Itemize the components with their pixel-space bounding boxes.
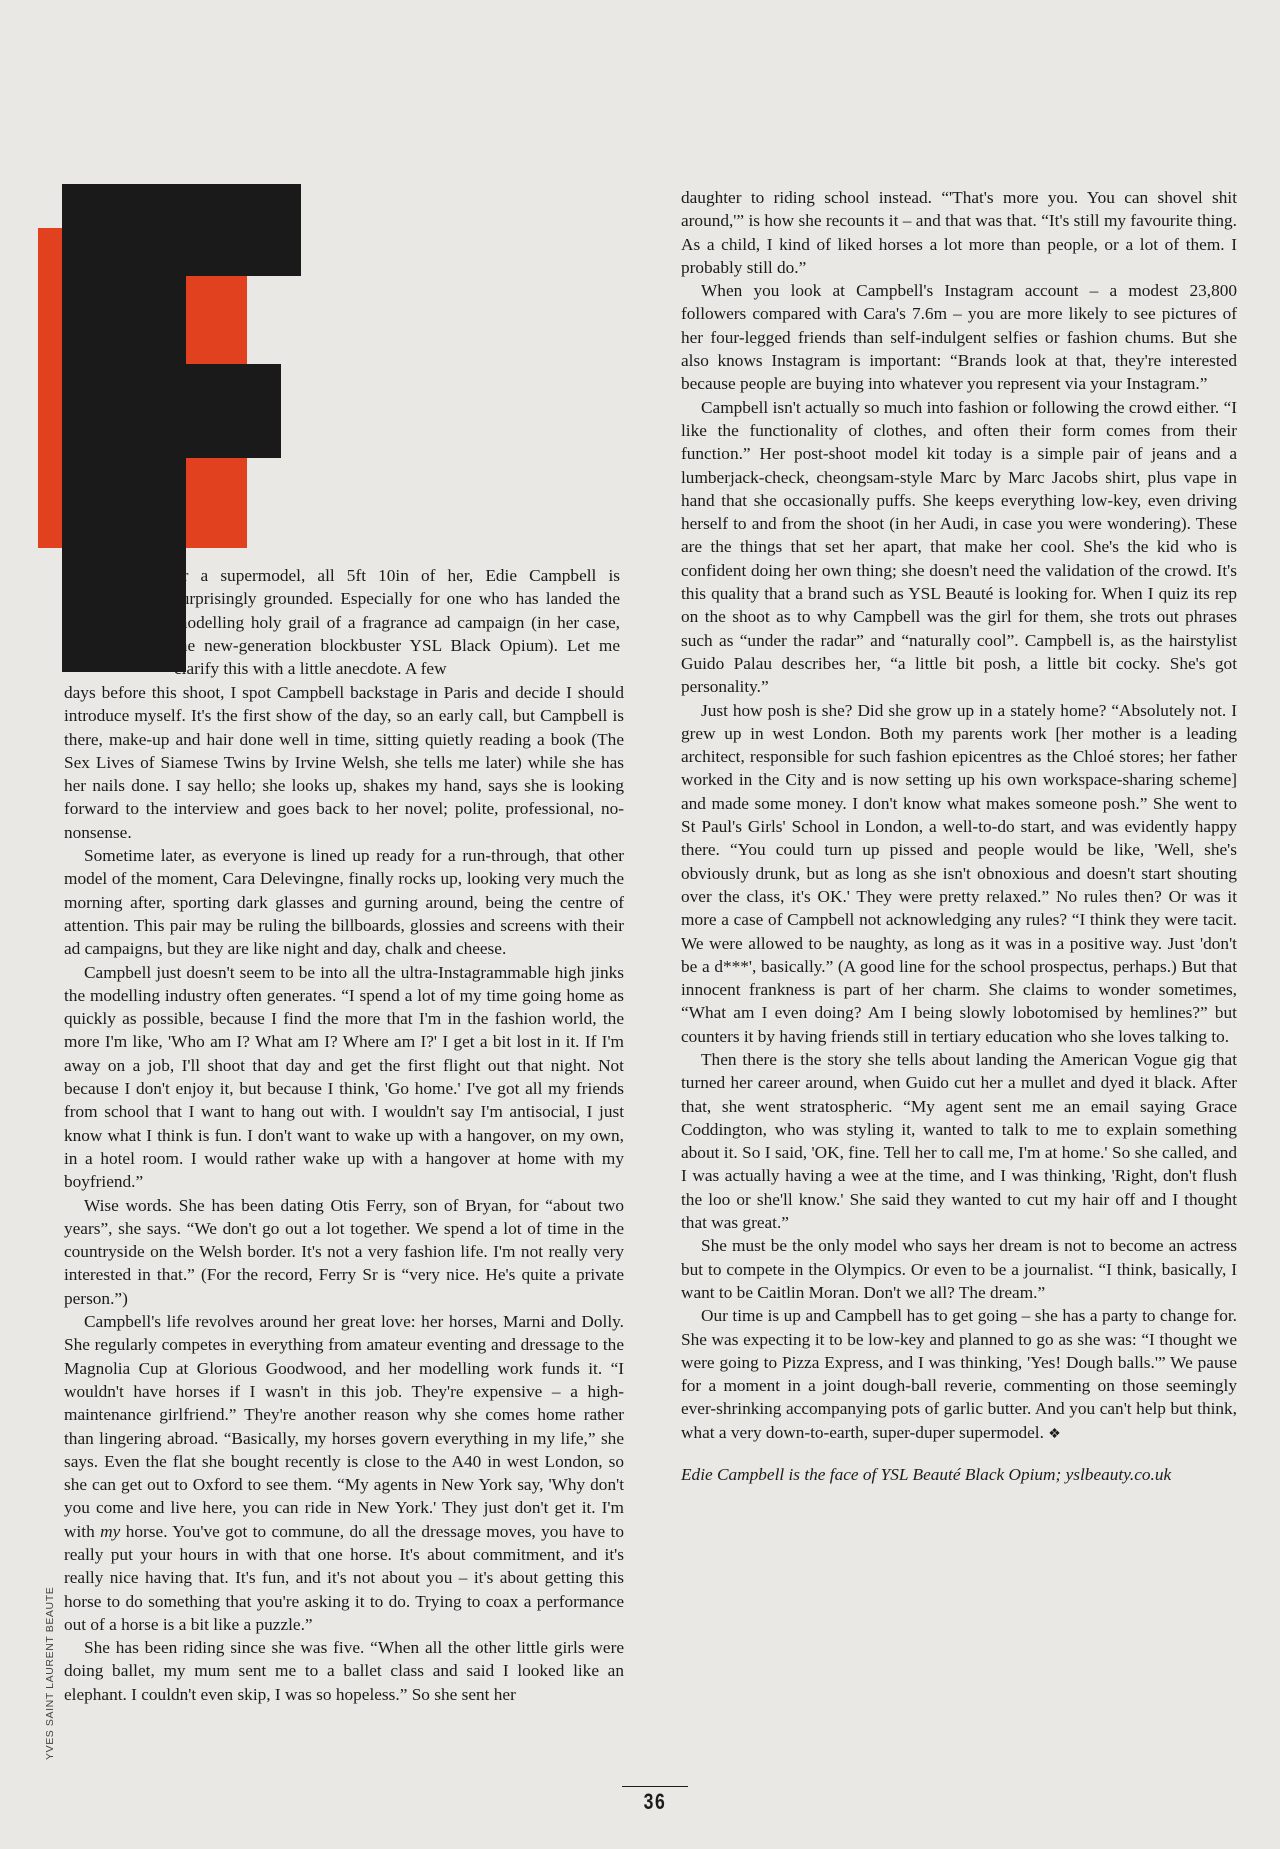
paragraph: She must be the only model who says her dream is not to become an actress but to compete in the Olympics. Or even to be a journalist. “I think, basically, I want to be Caitlin Moran. Don't we all? The dream.” — [681, 1236, 1237, 1302]
paragraph — [64, 1310, 624, 1636]
page-number: 36 — [643, 1789, 667, 1814]
paragraph: Just how posh is she? Did she grow up in a stately home? “Absolutely not. I grew up in west London. Both my parents work [her mother is a leading architect, responsible for such fashion epicentres as the Chloé stores; her father worked in the City and is now setting up his own workspace-sharing scheme] and made some money. I don't know what makes someone posh.” She went to St Paul's Girls' School in London, a well-to-do start, and was evidently happy there. “You could turn up pissed and people would be like, 'Well, she's obviously drunk, but as long as she isn't obnoxious and doesn't start shouting over the class, it's OK.' They were pretty relaxed.” No rules then? Or was it more a case of Campbell not acknowledging any rules? “I think they were tacit. We were allowed to be naughty, as long as it was in a positive way. Just 'don't be a d***', basically.” (A good line for the school prospectus, perhaps.) But that innocent frankness is part of her charm. She claims to wonder sometimes, “What am I even doing? Am I being slowly lobotomised by hemlines?” but counters it by having friends still in tertiary education who she loves talking to. — [681, 700, 1237, 1046]
paragraph: Sometime later, as everyone is lined up ready for a run-through, that other model of the moment, Cara Delevingne, finally rocks up, looking very much the morning after, sporting dark glasses and gurning around, being the centre of attention. This pair may be ruling the billboards, glossies and screens with their ad campaigns, but they are like night and day, chalk and cheese. — [64, 846, 624, 959]
paragraph: daughter to riding school instead. “'That's more you. You can shovel shit around,'” is how she recounts it – and that was that. “It's still my favourite thing. As a child, I kind of liked horses a lot more than people, or a lot of them. I probably still do.” — [681, 188, 1237, 277]
paragraph-text: horse. You've got to commune, do all the dressage moves, you have to really put your hours in with that one horse. It's about commitment, and it's really nice having that. It's fun, and it's not about you – it's about getting this horse to do something that you're asking it to do. Trying to coax a performance out of a horse is a bit like a puzzle.” — [64, 1521, 624, 1634]
paragraph: Campbell just doesn't seem to be into all the ultra-Instagrammable high jinks the modelling industry often generates. “I spend a lot of my time going home as quickly as possible, because I find the more that I'm in the fashion world, the more I'm like, 'Who am I? What am I? Where am I?' I get a bit lost in it. If I'm away on a job, I'll shoot that day and get the first flight out that night. Not because I don't enjoy it, but because I think, 'Go home.' I've got all my friends from school that I want to hang out with. I wouldn't say I'm antisocial, I just know what I think is fun. I don't want to wake up with a hangover, on my own, in a hotel room. I would rather wake up with a hangover at home with my boyfriend.” — [64, 962, 624, 1192]
paragraph-text: Our time is up and Campbell has to get going – she has a party to change for. She was expecting it to be low-key and planned to go as she was: “I thought we were going to Pizza Express, and I was thinking, 'Yes! Dough balls.'” We pause for a moment in a joint dough-ball reverie, commenting on those seemingly ever-shrinking accompanying pots of garlic butter. And you can't help but think, what a very down-to-earth, super-duper supermodel. — [681, 1306, 1237, 1442]
drop-cap-top-arm — [62, 184, 301, 276]
paragraph: Then there is the story she tells about landing the American Vogue gig that turned her career around, when Guido cut her a mullet and dyed it black. After that, she went stratospheric. “My agent sent me an email saying Grace Coddington, who was styling it, wanted to talk to me to explain something about it. So I said, 'OK, fine. Tell her to call me, I'm at home.' So she called, and I was actually having a wee at the time, and I was thinking, 'Right, don't flush the loo or she'll know.' She said they wanted to cut my hair off and I thought that was great.” — [681, 1049, 1237, 1233]
article-column-left — [64, 681, 624, 1706]
paragraph: Campbell isn't actually so much into fashion or following the crowd either. “I like the functionality of clothes, and often their form comes from their function.” Her post-shoot model kit today is a simple pair of jeans and a lumberjack-check, cheongsam-style Marc by Marc Jacobs shirt, plus vape in hand that she occasionally puffs. She keeps everything low-key, even driving herself to and from the shoot (in her Audi, in case you were wondering). These are the things that set her apart, that make her cool. She's the kid who is confident doing her own thing; she doesn't need the validation of the crowd. It's this quality that a brand such as YSL Beauté is looking for. When I quiz its rep on the shoot as to why Campbell was the girl for them, she trots out phrases such as “under the radar” and “naturally cool”. Campbell is, as the hairstylist Guido Palau describes her, “a little bit posh, a little bit cocky. She's got personality.” — [681, 397, 1237, 697]
product-credit: Edie Campbell is the face of YSL Beauté Black Opium; yslbeauty.co.uk — [681, 1465, 1172, 1485]
emphasis-text: my — [100, 1521, 121, 1541]
paragraph: Wise words. She has been dating Otis Ferry, son of Bryan, for “about two years”, she says. “We don't go out a lot together. We spend a lot of time in the countryside on the Welsh border. It's not a very fashion life. I'm not really very interested in that.” (For the record, Ferry Sr is “very nice. He's quite a private person.”) — [64, 1195, 624, 1308]
paragraph — [681, 1304, 1237, 1446]
photo-credit: YVES SAINT LAURENT BEAUTE — [44, 1586, 56, 1760]
paragraph: days before this shoot, I spot Campbell backstage in Paris and decide I should introduce myself. It's the first show of the day, so an early call, but Campbell is there, make-up and hair done well in time, sitting quietly reading a book (The Sex Lives of Siamese Twins by Irvine Welsh, she tells me later) while she has her nails done. I say hello; she looks up, shakes my hand, says she is looking forward to the interview and goes back to her novel; polite, professional, no-nonsense. — [64, 683, 624, 842]
paragraph: When you look at Campbell's Instagram account – a modest 23,800 followers compared with Cara's 7.6m – you are more likely to see pictures of her four-legged friends than self-indulgent selfies or fashion chums. But she also knows Instagram is important: “Brands look at that, they're interested because people are buying into whatever you represent via your Instagram.” — [681, 281, 1237, 394]
paragraph: She has been riding since she was five. “When all the other little girls were doing ballet, my mum sent me to a ballet class and said I looked like an elephant. I couldn't even skip, I was so hopeless.” So she sent her — [64, 1638, 624, 1704]
end-mark-icon: ❖ — [1048, 1426, 1061, 1442]
folio-rule — [622, 1786, 688, 1787]
opening-paragraph: or a supermodel, all 5ft 10in of her, Edie Campbell is surprisingly grounded. Especially for one who has landed the modelling holy grail of a fragrance ad campaign (in her case, the new-generation blockbuster YSL Black Opium). Let me clarify this with a little anecdote. A few — [174, 566, 620, 679]
paragraph-text: Campbell's life revolves around her great love: her horses, Marni and Dolly. She regularly competes in everything from amateur eventing and dressage to the Magnolia Cup at Glorious Goodwood, and her modelling work funds it. “I wouldn't have horses if I wasn't in this job. They're expensive – a high-maintenance girlfriend.” They're another reason why she comes home rather than lingering abroad. “Basically, my horses govern everything in my life,” she says. Even the flat she bought recently is close to the A40 in west London, so she can get out to Oxford to see them. “My agents in New York say, 'Why don't you come and live here, you can ride in New York.' They just don't get it. I'm with — [64, 1312, 624, 1541]
drop-cap-middle-arm — [62, 364, 281, 458]
article-column-right — [681, 186, 1237, 1486]
article-opening-text — [174, 564, 620, 680]
